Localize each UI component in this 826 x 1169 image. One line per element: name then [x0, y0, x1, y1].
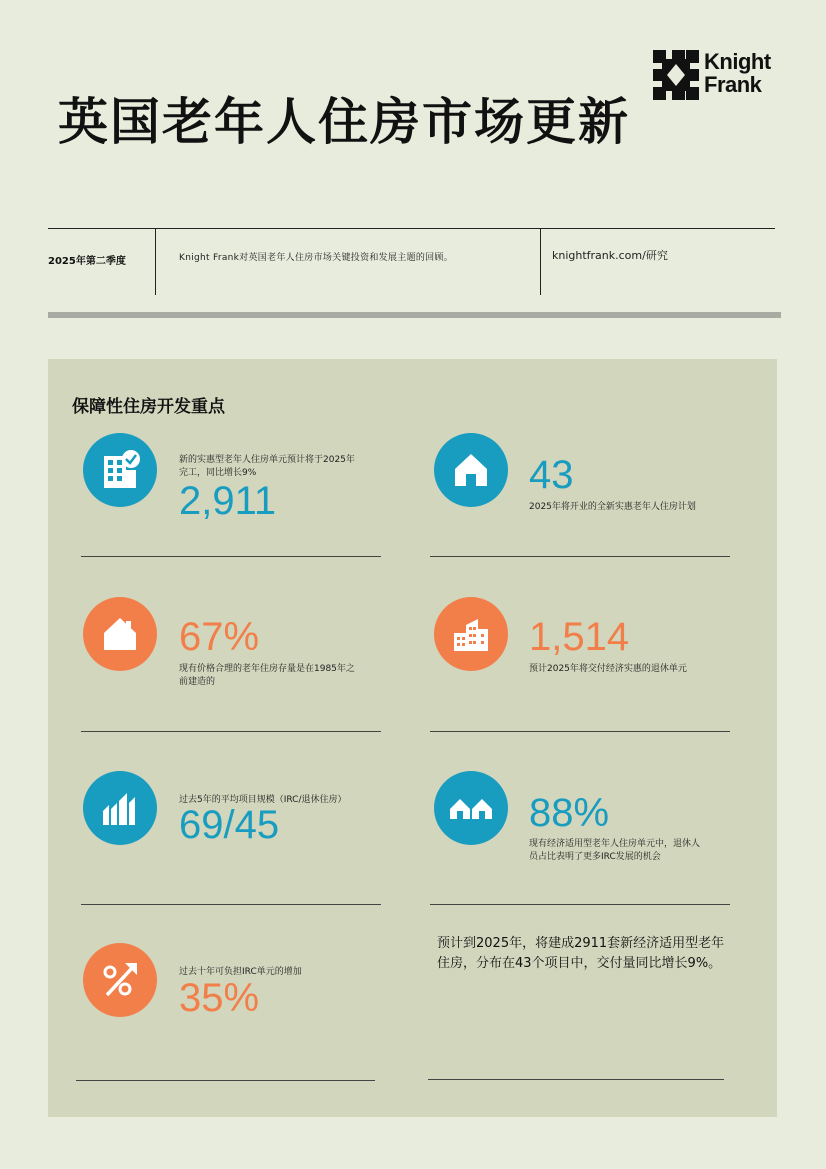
stat-2-description: 2025年将开业的全新实惠老年人住房计划: [529, 502, 696, 512]
knight-frank-logo: [653, 50, 781, 100]
report-summary: Knight Frank对英国老年人住房市场关键投资和发展主题的回顾。: [179, 253, 454, 263]
stat-3-rule: [81, 731, 381, 732]
summary-rule: [428, 1079, 724, 1080]
houses-icon: [434, 771, 508, 845]
summary-paragraph: 预计到2025年，将建成2911套新经济适用型老年住房，分布在43个项目中，交付量同比增长9%。: [437, 936, 725, 971]
house-icon: [434, 433, 508, 507]
apartment-building-icon: [434, 597, 508, 671]
stat-2-value: 43: [529, 453, 574, 497]
stat-6-rule: [430, 904, 730, 905]
stat-4-description: 预计2025年将交付经济实惠的退休单元: [529, 664, 687, 674]
report-website: knightfrank.com/研究: [552, 249, 668, 262]
affordable-housing-panel: [48, 359, 777, 1117]
stat-1-value: 2,911: [179, 479, 277, 523]
section-title: 保障性住房开发重点: [72, 397, 225, 417]
header-rule: [48, 228, 775, 229]
building-check-icon: [83, 433, 157, 507]
stat-5-rule: [81, 904, 381, 905]
stat-3-description: 现有价格合理的老年住房存量是在1985年之前建造的: [179, 664, 355, 687]
page-title: 英国老年人住房市场更新: [58, 93, 630, 151]
report-quarter: 2025年第二季度: [48, 256, 126, 267]
stat-7-rule: [76, 1080, 375, 1081]
header-divider-2: [540, 228, 541, 295]
stat-4-rule: [430, 731, 730, 732]
stat-2-rule: [430, 556, 730, 557]
stat-5-value: 69/45: [179, 803, 280, 847]
stat-1-description: 新的实惠型老年人住房单元预计将于2025年完工，同比增长9%: [179, 455, 355, 478]
stat-7-description: 过去十年可负担IRC单元的增加: [179, 967, 302, 977]
brand-name: [704, 50, 771, 96]
stat-6-value: 88%: [529, 791, 610, 835]
buildings-icon: [83, 771, 157, 845]
header-divider-1: [155, 228, 156, 295]
stat-7-value: 35%: [179, 976, 260, 1020]
stat-6-description: 现有经济适用型老年人住房单元中，退休人员占比表明了更多IRC发展的机会: [529, 839, 701, 862]
brand-name-line1: Knight: [704, 49, 771, 74]
knight-frank-logo-mark: [653, 50, 699, 100]
stat-4-value: 1,514: [529, 615, 630, 659]
stat-3-value: 67%: [179, 615, 260, 659]
stat-1-rule: [81, 556, 381, 557]
brand-name-line2: Frank: [704, 72, 762, 97]
percent-growth-icon: [83, 943, 157, 1017]
dotted-divider: [48, 312, 781, 318]
house-icon: [83, 597, 157, 671]
stat-5-description: 过去5年的平均项目规模（IRC/退休住房）: [179, 795, 347, 805]
